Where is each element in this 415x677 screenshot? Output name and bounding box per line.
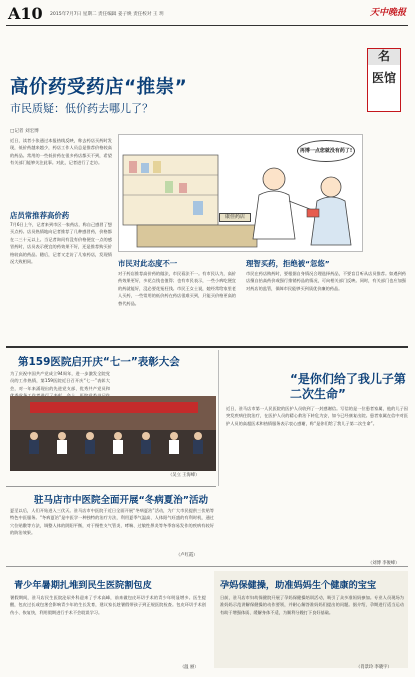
- pregnancy-story-headline: 孕妈保健操，助准妈妈生个健康的宝宝: [220, 580, 377, 591]
- ceremony-photo: [10, 396, 216, 471]
- lead-section-heading-3: 理智买药，拒绝被“忽悠”: [246, 259, 330, 268]
- hospital-story-text: 夏至以后，人们开始进入三伏天。驻马店市中医院于近日全面开展“冬病夏治”活动，为广大市民提供三伏贴等特色中医服务。“冬病夏治”是中医学一种独特的治疗方法，利用夏季气温高、人体阳气旺盛的有利时机，通过穴位贴敷等方法，调整人体的阴阳平衡，对于慢性支气管炎、哮喘、过敏性鼻炎等冬季容易发作的疾病有较好的防治效果。: [10, 508, 214, 536]
- lead-headline: 高价药受药店“推崇”: [10, 77, 188, 98]
- newspaper-logo: 天中晚报: [369, 8, 406, 18]
- issue-info: 2015年7月7日 星期二 责任编辑 姜子焕 责任校对 王 玥: [50, 12, 164, 17]
- column-badge-bottom: 医馆: [371, 71, 396, 85]
- speech-bubble: 再博一点您就没有药了!: [297, 140, 355, 162]
- quote-story-credit: （刘博 李俊峰）: [368, 561, 400, 566]
- lead-section-text: 7月6日上午，记者来到市区一家药店，称自己感冒了想买点药。店员热情地向记者推荐了几种感冒药，价格都在二三十元以上。当记者询问有没有价格便宜一点的感冒药时，店员表示便宜的药效果不好，还是推荐购买价格较高的药品。随后，记者又走访了几家药店，发现情况大致相同。: [10, 222, 112, 265]
- ceremony-photo-image: [10, 396, 216, 471]
- lead-section-heading-2: 市民对此态度不一: [118, 259, 178, 268]
- clinic-story-headline: 第159医院启开庆“七一”表彰大会: [18, 356, 180, 368]
- clinic-story-text: 为了庆祝中国共产党成立94周年，进一步激发全院党员的工作热情，第159医院近日召开庆“七一”表彰大会，对一年来涌现出的先进党支部、优秀共产党员和: [10, 371, 110, 391]
- cartoon-illustration: [118, 134, 363, 252]
- bottom-divider: [6, 566, 408, 567]
- lead-section-text-2: 对于药店推荐高价药的做法，市民看法不一。有市民认为，高价药效果更好，多花点钱也值得；也有市民表示，一些小病吃便宜的药就能好，没必要花冤枉钱。市民王女士说，她经常给家里老人买药，一些常用的低价药在药店很难买到，只能买价格更高的替代药品。: [118, 271, 236, 306]
- youth-story-headline: 青少年暑期扎堆到民生医院割包皮: [14, 580, 152, 591]
- column-badge-top: 名: [368, 49, 400, 65]
- lead-section-heading: 店员常推荐高价药: [10, 211, 70, 220]
- lead-intro-text: 近日，读者小张通过本报热线反映，称去药店买药时发现，低价药越来越少，药店工作人员总是推荐价格较高的药品。常用的一些低价药在很多药店都买不到，希望有关部门能够关注此事。对此，记者进行了走访。: [10, 138, 112, 166]
- column-divider: [218, 350, 219, 486]
- pregnancy-story-credit: （肖景玲 李晓宇）: [356, 665, 392, 670]
- section-divider: [6, 346, 408, 348]
- pharmacy-sign: 康佳药店: [219, 213, 251, 222]
- quote-story-headline: “是你们给了我儿子第二次生命”: [290, 372, 406, 401]
- hospital-story-credit: （卢红霞）: [176, 553, 198, 558]
- lead-byline: □记者 刘宏博: [10, 129, 39, 134]
- quote-story-text: 近日，驻马店市第一人民医院的医护人员收到了一封感谢信。写信的是一位患者家属，他的儿子因突发疾病住院治疗，在医护人员的精心救治下转危为安，如今已经康复出院。患者家属在信中对医护人员的高超医术和热情服务表示衷心感谢，称“是你们给了我儿子第二次生命”。: [226, 406, 408, 426]
- clinic-story-credit: （吴立 王海峰）: [168, 473, 200, 478]
- page-number: A10: [8, 4, 43, 23]
- hospital-story-headline: 驻马店市中医院全面开展“冬病夏治”活动: [34, 495, 208, 506]
- story-divider: [6, 486, 216, 487]
- pregnancy-story-text: 日前，驻马店市妇幼保健院开展了孕妈保健操培训活动，吸引了众多准妈妈参加。专业人员现场为准妈妈示范讲解保健操的动作要领，并耐心解答准妈妈们提出的问题。据介绍，孕期进行适当运动有助于增强体质、缓解身体不适，为顺利分娩打下良好基础。: [220, 595, 404, 615]
- youth-story-credit: （温 丽）: [180, 665, 199, 670]
- page-header: [6, 4, 408, 26]
- clinic-story-text-2: [112, 370, 216, 394]
- column-badge: [367, 48, 401, 112]
- youth-story-text: 暑假期间，驻马店民生医院泌尿外科迎来了手术高峰，前来做包皮环切手术的青少年明显增多。医生提醒，包皮过长或包茎会影响青少年的生长发育，建议家长趁暑假带孩子到正规医院检查。包皮环切手术创伤小、恢复快，利用假期进行手术不会耽误学习。: [10, 595, 206, 615]
- lead-section-text-3: 市民在药店购药时，要根据自身情况合理选择药品，不要盲目听从店员推荐。如遇到药店擅自抬高药价或强行推销药品的情况，可向相关部门反映。同时，有关部门也应加强对药店的监管，保障市民能够买到质优价廉的药品。: [246, 271, 406, 291]
- lead-subheadline: 市民质疑：低价药去哪儿了？: [10, 102, 153, 115]
